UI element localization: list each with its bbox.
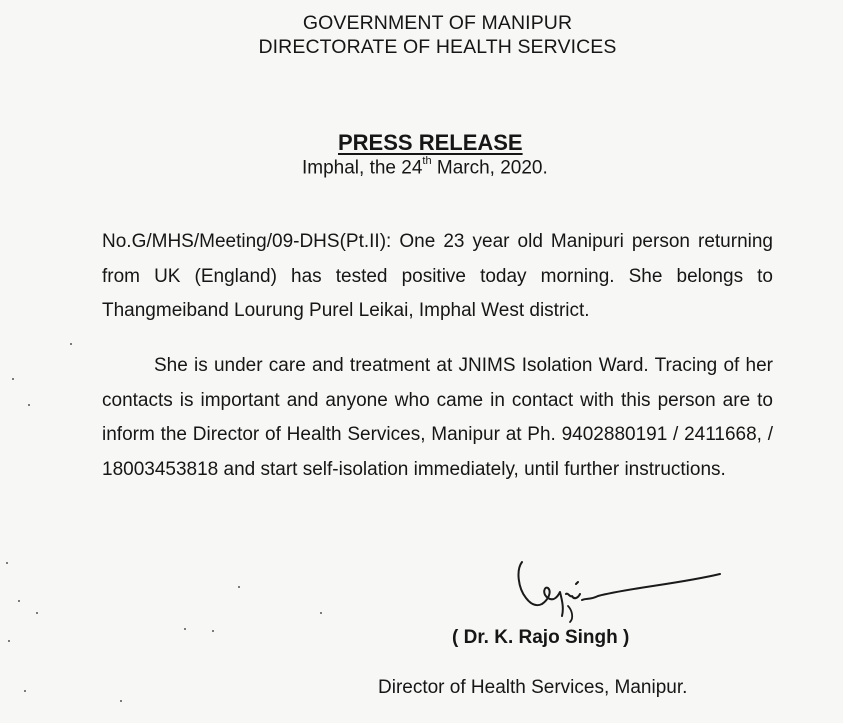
scan-speck xyxy=(120,700,122,702)
scan-speck xyxy=(12,378,14,380)
handwritten-signature xyxy=(508,548,728,628)
header-government: GOVERNMENT OF MANIPUR xyxy=(302,12,573,34)
header-directorate: DIRECTORATE OF HEALTH SERVICES xyxy=(258,36,617,58)
signatory-designation: Director of Health Services, Manipur. xyxy=(378,677,688,698)
scan-speck xyxy=(70,343,72,345)
scan-speck xyxy=(238,586,240,588)
date-ordinal-suffix: th xyxy=(422,155,432,167)
scan-speck xyxy=(6,562,8,564)
scan-speck xyxy=(212,630,214,632)
signatory-name: ( Dr. K. Rajo Singh ) xyxy=(452,627,630,648)
scan-speck xyxy=(8,640,10,642)
scan-speck xyxy=(24,690,26,692)
press-release-title: PRESS RELEASE xyxy=(338,130,523,155)
scan-speck xyxy=(28,404,30,406)
scan-speck xyxy=(320,612,322,614)
dateline xyxy=(302,157,548,179)
scan-speck xyxy=(18,600,20,602)
date-prefix: Imphal, the 24 xyxy=(302,157,423,179)
date-rest: March, 2020. xyxy=(431,157,548,179)
body-paragraph-1: No.G/MHS/Meeting/09-DHS(Pt.II): One 23 year old Manipuri person returning from UK (England) has tested positive today morning. She belongs to Thangmeiband Lourung Purel Leikai, Imphal West district. xyxy=(102,231,773,321)
scan-speck xyxy=(184,628,186,630)
body-paragraph-2: She is under care and treatment at JNIMS Isolation Ward. Tracing of her contacts is important and anyone who came in contact with this person are to inform the Director of Health Services, Manipur at Ph. 9402880191 / 2411668, / 18003453818 and start self-isolation immediately, until further instructions. xyxy=(102,355,773,480)
scan-speck xyxy=(36,612,38,614)
